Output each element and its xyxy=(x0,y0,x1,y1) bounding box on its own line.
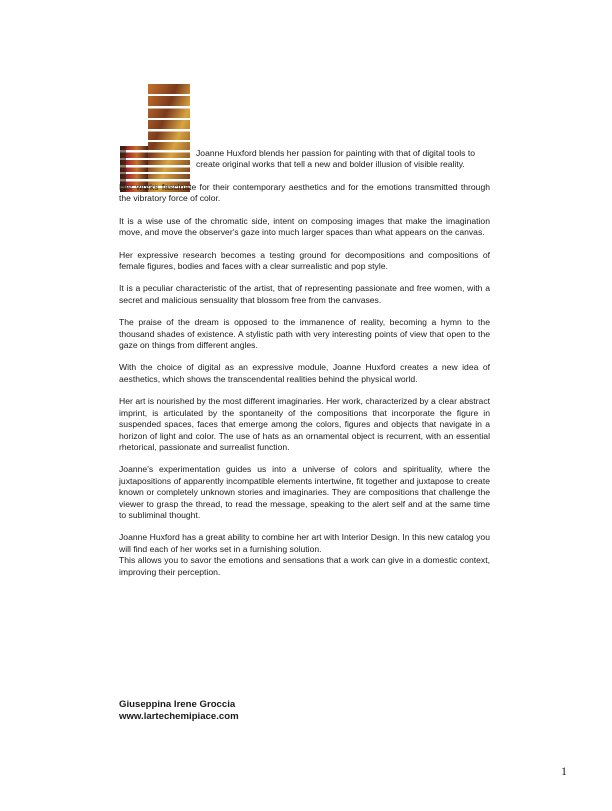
paragraph: Her art is nourished by the most different imaginaries. Her work, characterized by a clear abstract imprint, is articulated by the spontaneity of the compositions that incorporate the figure in suspended spaces, faces that emerge among the colors, figures and objects that navigate in a horizon of light and color. The use of hats as an ornamental object is recurrent, with an essential rhetorical, passionate and surrealist function. xyxy=(119,396,490,452)
paragraph: The praise of the dream is opposed to the immanence of reality, becoming a hymn to the thousand shades of existence. A stylistic path with very interesting points of view that open to the gaze on things from different angles. xyxy=(119,317,490,351)
author-name: Giuseppina Irene Groccia xyxy=(119,699,236,710)
paragraph: Joanne's experimentation guides us into a universe of colors and spirituality, where the juxtapositions of apparently incompatible elements intertwine, fit together and juxtapose to create known or completely unknown stories and imaginaries. They are compositions that challenge the viewer to grasp the thread, to read the message, speaking to the alert self and at the same time to subliminal thought. xyxy=(119,464,490,520)
initial-j-logo xyxy=(118,84,192,192)
signature-block xyxy=(119,699,419,723)
paragraph: Her works fascinate for their contemporary aesthetics and for the emotions transmitted through the vibratory force of color. xyxy=(119,182,490,204)
intro-paragraph: Joanne Huxford blends her passion for painting with that of digital tools to create original works that tell a new and bolder illusion of visible reality. xyxy=(196,148,475,170)
paragraph: Her expressive research becomes a testing ground for decompositions and compositions of female figures, bodies and faces with a clear surrealistic and pop style. xyxy=(119,249,490,272)
paragraph: Joanne Huxford has a great ability to combine her art with Interior Design. In this new catalog you will find each of her works set in a furnishing solution. This allows you to savor the emotions and sensations that a work can give in a domestic context, improving their perception. xyxy=(119,532,490,577)
article-body xyxy=(119,182,490,589)
author-website[interactable]: www.lartechemipiace.com xyxy=(119,711,239,722)
paragraph: It is a wise use of the chromatic side, intent on composing images that make the imagination move, and move the observer's gaze into much larger spaces than what appears on the canvas. xyxy=(119,215,490,238)
page-number: 1 xyxy=(561,764,567,778)
paragraph: With the choice of digital as an expressive module, Joanne Huxford creates a new idea of aesthetics, which shows the transcendental realities behind the physical world. xyxy=(119,362,490,384)
paragraph: It is a peculiar characteristic of the artist, that of representing passionate and free women, with a secret and malicious sensuality that blossom free from the canvases. xyxy=(119,283,490,305)
